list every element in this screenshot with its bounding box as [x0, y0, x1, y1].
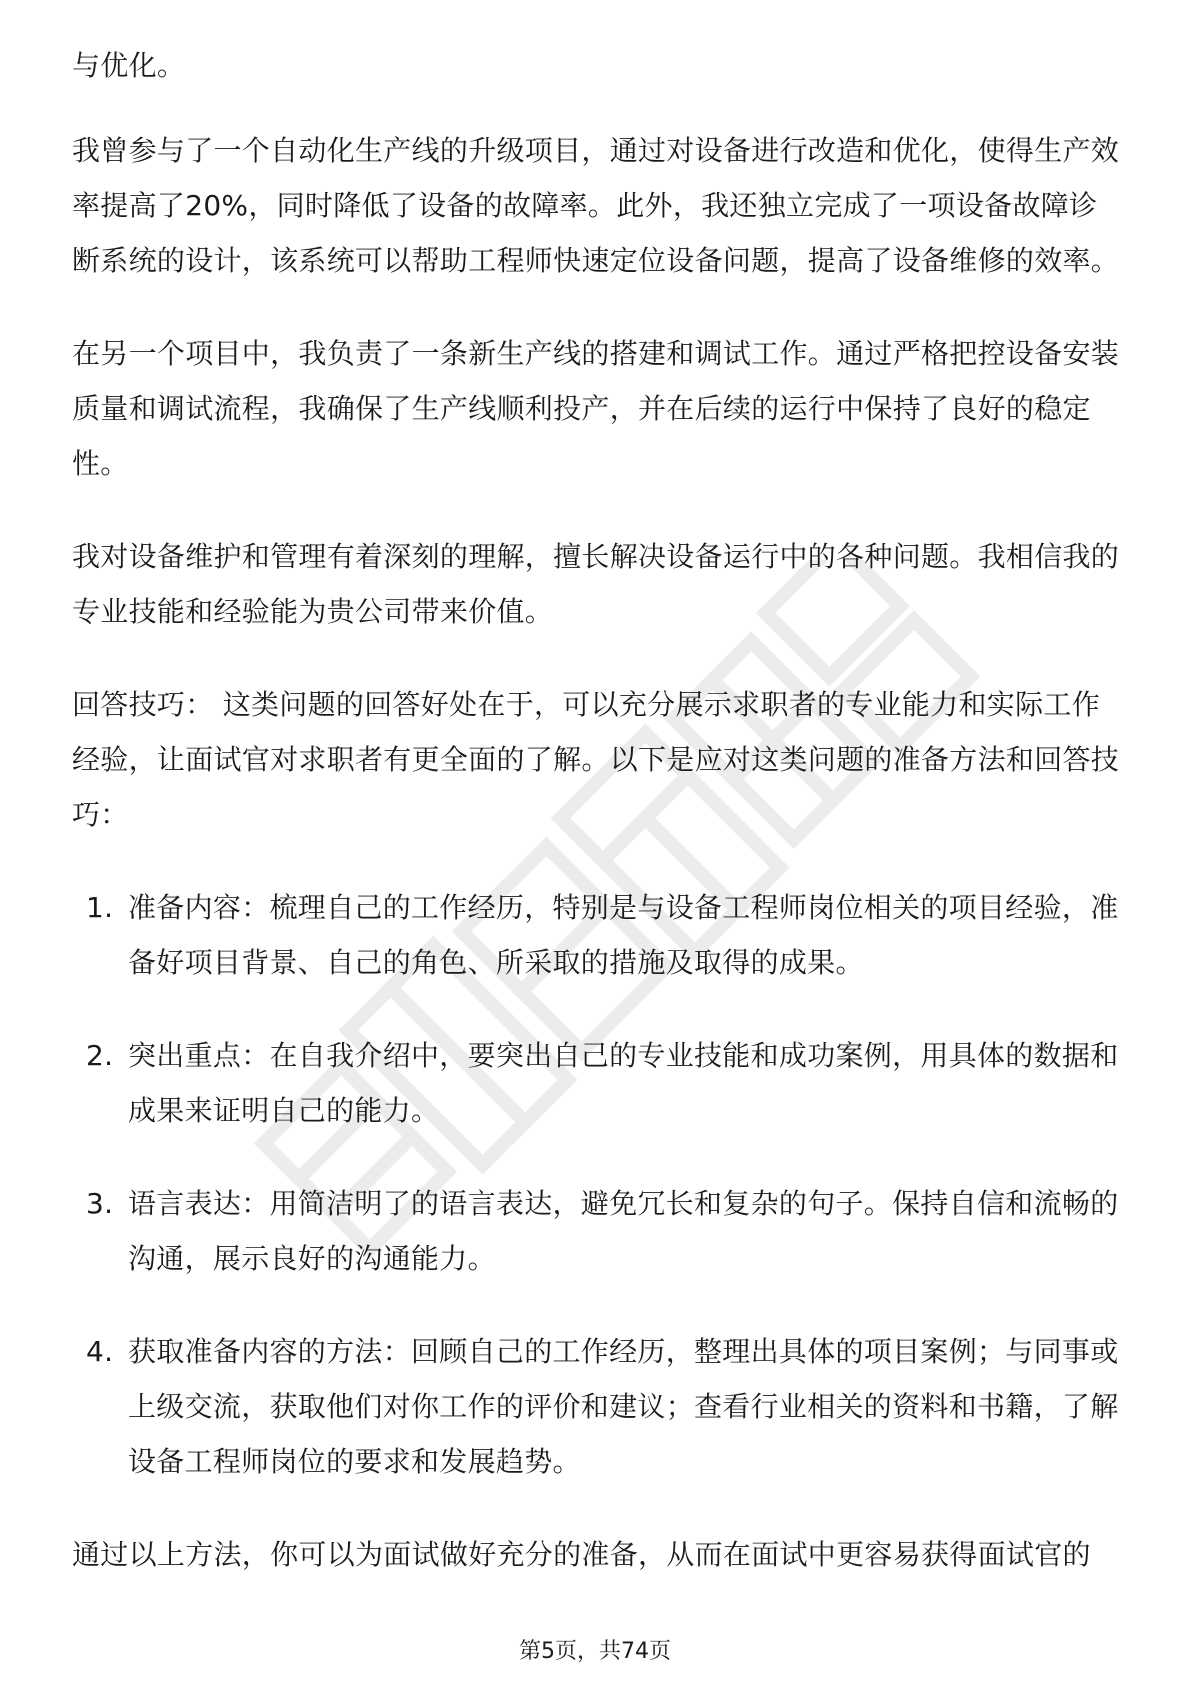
list-item-number: 4. — [86, 1335, 114, 1368]
list-item — [72, 880, 1122, 990]
main-content — [72, 38, 1122, 1620]
paragraph-skills-summary: 我对设备维护和管理有着深刻的理解，擅长解决设备运行中的各种问题。我相信我的专业技能和经验能为贵公司带来价值。 — [72, 540, 1120, 628]
list-item-text: 语言表达：用简洁明了的语言表达，避免冗长和复杂的句子。保持自信和流畅的沟通，展示良好的沟通能力。 — [128, 1187, 1119, 1275]
list-item — [72, 1028, 1122, 1138]
tips-list — [72, 880, 1122, 1489]
list-item — [72, 1324, 1122, 1489]
list-item-text: 突出重点：在自我介绍中，要突出自己的专业技能和成功案例，用具体的数据和成果来证明自己的能力。 — [128, 1039, 1119, 1127]
list-item-text: 获取准备内容的方法：回顾自己的工作经历，整理出具体的项目案例；与同事或上级交流，获取他们对你工作的评价和建议；查看行业相关的资料和书籍，了解设备工程师岗位的要求和发展趋势。 — [128, 1335, 1119, 1478]
paragraph-closing: 通过以上方法，你可以为面试做好充分的准备，从而在面试中更容易获得面试官的 — [72, 1538, 1091, 1571]
paragraph-continuation: 与优化。 — [72, 49, 186, 82]
paragraph-answer-tips: 回答技巧： 这类问题的回答好处在于，可以充分展示求职者的专业能力和实际工作经验，让面试官对求职者有更全面的了解。以下是应对这类问题的准备方法和回答技巧： — [72, 688, 1120, 831]
list-item — [72, 1176, 1122, 1286]
paragraph-project-upgrade: 我曾参与了一个自动化生产线的升级项目，通过对设备进行改造和优化，使得生产效率提高了20%，同时降低了设备的故障率。此外，我还独立完成了一项设备故障诊断系统的设计，该系统可以帮助工程师快速定位设备问题，提高了设备维修的效率。 — [72, 134, 1120, 277]
list-item-number: 2. — [86, 1039, 114, 1072]
paragraph-project-new-line: 在另一个项目中，我负责了一条新生产线的搭建和调试工作。通过严格把控设备安装质量和调试流程，我确保了生产线顺利投产，并在后续的运行中保持了良好的稳定性。 — [72, 337, 1120, 480]
list-item-text: 准备内容：梳理自己的工作经历，特别是与设备工程师岗位相关的项目经验，准备好项目背景、自己的角色、所采取的措施及取得的成果。 — [128, 891, 1119, 979]
page-number-footer: 第5页，共74页 — [519, 1639, 671, 1664]
list-item-number: 3. — [86, 1187, 114, 1220]
list-item-number: 1. — [86, 891, 114, 924]
